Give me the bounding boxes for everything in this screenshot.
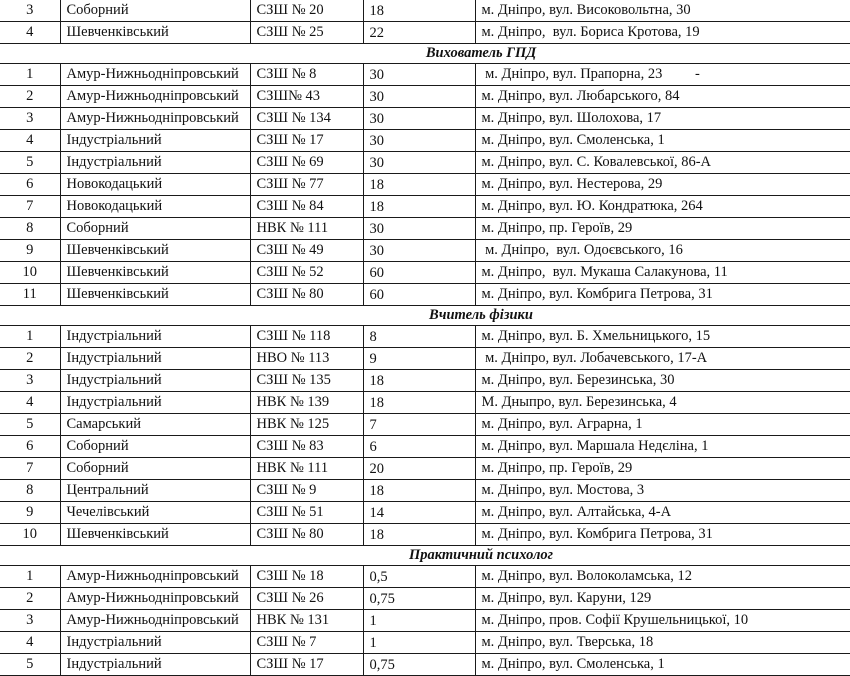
hours-cell: 18: [363, 196, 475, 218]
hours-cell: 18: [363, 480, 475, 502]
address-cell: м. Дніпро, вул. Мукаша Салакунова, 11: [475, 262, 850, 284]
district-cell: Центральний: [60, 480, 250, 502]
district-cell: Амур-Нижньодніпровський: [60, 610, 250, 632]
row-number-cell: 9: [0, 240, 60, 262]
address-cell: м. Дніпро, вул. Прапорна, 23 -: [475, 64, 850, 86]
row-number-cell: 7: [0, 196, 60, 218]
table-row: [0, 370, 850, 392]
table-row: [0, 0, 850, 22]
table-row: [0, 588, 850, 610]
address-cell: м. Дніпро, вул. Нестерова, 29: [475, 174, 850, 196]
row-number-cell: 1: [0, 326, 60, 348]
hours-cell: 0,5: [363, 566, 475, 588]
table-row: [0, 610, 850, 632]
hours-cell: 30: [363, 64, 475, 86]
address-cell: м. Дніпро, вул. Лобачевського, 17-А: [475, 348, 850, 370]
school-cell: СЗШ № 20: [250, 0, 363, 22]
district-cell: Індустріальний: [60, 370, 250, 392]
hours-cell: 0,75: [363, 654, 475, 676]
district-cell: Шевченківський: [60, 284, 250, 306]
address-cell: м. Дніпро, вул. Смоленська, 1: [475, 654, 850, 676]
hours-cell: 30: [363, 240, 475, 262]
district-cell: Соборний: [60, 458, 250, 480]
school-cell: СЗШ № 69: [250, 152, 363, 174]
address-cell: м. Дніпро, вул. Бориса Кротова, 19: [475, 22, 850, 44]
table-row: [0, 86, 850, 108]
section-header-row: [0, 546, 850, 566]
address-cell: м. Дніпро, вул. С. Ковалевської, 86-А: [475, 152, 850, 174]
table-row: [0, 326, 850, 348]
school-cell: СЗШ № 80: [250, 524, 363, 546]
school-cell: СЗШ № 26: [250, 588, 363, 610]
district-cell: Індустріальний: [60, 152, 250, 174]
district-cell: Індустріальний: [60, 130, 250, 152]
address-cell: м. Дніпро, вул. Аграрна, 1: [475, 414, 850, 436]
hours-cell: 18: [363, 174, 475, 196]
district-cell: Соборний: [60, 218, 250, 240]
row-number-cell: 5: [0, 414, 60, 436]
table-row: [0, 348, 850, 370]
address-cell: м. Дніпро, вул. Маршала Недєліна, 1: [475, 436, 850, 458]
hours-cell: 30: [363, 152, 475, 174]
row-number-cell: 2: [0, 588, 60, 610]
address-cell: м. Дніпро, вул. Алтайська, 4-А: [475, 502, 850, 524]
school-cell: СЗШ № 8: [250, 64, 363, 86]
address-cell: м. Дніпро, вул. Любарського, 84: [475, 86, 850, 108]
address-cell: м. Дніпро, вул. Ю. Кондратюка, 264: [475, 196, 850, 218]
district-cell: Шевченківський: [60, 524, 250, 546]
row-number-cell: 9: [0, 502, 60, 524]
section-title-cell: [0, 546, 850, 566]
address-cell: м. Дніпро, вул. Б. Хмельницького, 15: [475, 326, 850, 348]
hours-cell: 18: [363, 0, 475, 22]
table-row: [0, 174, 850, 196]
row-number-cell: 8: [0, 480, 60, 502]
hours-cell: 18: [363, 392, 475, 414]
district-cell: Шевченківський: [60, 262, 250, 284]
row-number-cell: 4: [0, 130, 60, 152]
address-cell: м. Дніпро, вул. Каруни, 129: [475, 588, 850, 610]
address-cell: м. Дніпро, пр. Героїв, 29: [475, 458, 850, 480]
school-cell: СЗШ № 84: [250, 196, 363, 218]
district-cell: Чечелівський: [60, 502, 250, 524]
school-cell: НВК № 131: [250, 610, 363, 632]
school-cell: НВО № 113: [250, 348, 363, 370]
table-row: [0, 130, 850, 152]
hours-cell: 14: [363, 502, 475, 524]
row-number-cell: 4: [0, 392, 60, 414]
hours-cell: 60: [363, 284, 475, 306]
address-cell: м. Дніпро, вул. Смоленська, 1: [475, 130, 850, 152]
district-cell: Індустріальний: [60, 348, 250, 370]
school-cell: НВК № 111: [250, 458, 363, 480]
row-number-cell: 8: [0, 218, 60, 240]
section-header-row: [0, 44, 850, 64]
row-number-cell: 11: [0, 284, 60, 306]
table-row: [0, 392, 850, 414]
table-row: [0, 654, 850, 676]
district-cell: Амур-Нижньодніпровський: [60, 108, 250, 130]
district-cell: Новокодацький: [60, 174, 250, 196]
district-cell: Індустріальний: [60, 326, 250, 348]
district-cell: Шевченківський: [60, 22, 250, 44]
address-cell: м. Дніпро, вул. Мостова, 3: [475, 480, 850, 502]
district-cell: Індустріальний: [60, 392, 250, 414]
school-cell: СЗШ № 49: [250, 240, 363, 262]
hours-cell: 0,75: [363, 588, 475, 610]
section-title-cell: [0, 44, 850, 64]
row-number-cell: 4: [0, 632, 60, 654]
hours-cell: 30: [363, 108, 475, 130]
hours-cell: 20: [363, 458, 475, 480]
hours-cell: 1: [363, 610, 475, 632]
address-cell: м. Дніпро, пров. Софії Крушельницької, 10: [475, 610, 850, 632]
row-number-cell: 2: [0, 86, 60, 108]
district-cell: Індустріальний: [60, 632, 250, 654]
school-cell: СЗШ № 51: [250, 502, 363, 524]
district-cell: Соборний: [60, 0, 250, 22]
row-number-cell: 2: [0, 348, 60, 370]
address-cell: м. Дніпро, вул. Одоєвського, 16: [475, 240, 850, 262]
hours-cell: 8: [363, 326, 475, 348]
hours-cell: 18: [363, 370, 475, 392]
address-cell: м. Дніпро, вул. Тверська, 18: [475, 632, 850, 654]
section-title: Вчитель фізики: [429, 307, 533, 323]
hours-cell: 7: [363, 414, 475, 436]
address-cell: м. Дніпро, пр. Героїв, 29: [475, 218, 850, 240]
row-number-cell: 10: [0, 524, 60, 546]
row-number-cell: 5: [0, 654, 60, 676]
school-cell: СЗШ № 135: [250, 370, 363, 392]
school-cell: СЗШ № 118: [250, 326, 363, 348]
table-row: [0, 632, 850, 654]
district-cell: Індустріальний: [60, 654, 250, 676]
row-number-cell: 3: [0, 370, 60, 392]
hours-cell: 60: [363, 262, 475, 284]
address-cell: м. Дніпро, вул. Комбрига Петрова, 31: [475, 524, 850, 546]
school-cell: СЗШ № 7: [250, 632, 363, 654]
row-number-cell: 1: [0, 566, 60, 588]
table-row: [0, 196, 850, 218]
school-cell: НВК № 111: [250, 218, 363, 240]
hours-cell: 22: [363, 22, 475, 44]
hours-cell: 30: [363, 86, 475, 108]
section-header-row: [0, 306, 850, 326]
school-cell: НВК № 139: [250, 392, 363, 414]
district-cell: Новокодацький: [60, 196, 250, 218]
row-number-cell: 6: [0, 174, 60, 196]
hours-cell: 18: [363, 524, 475, 546]
school-cell: СЗШ № 9: [250, 480, 363, 502]
row-number-cell: 3: [0, 0, 60, 22]
school-cell: НВК № 125: [250, 414, 363, 436]
district-cell: Амур-Нижньодніпровський: [60, 64, 250, 86]
table-row: [0, 64, 850, 86]
row-number-cell: 7: [0, 458, 60, 480]
table-row: [0, 108, 850, 130]
table-row: [0, 22, 850, 44]
table-row: [0, 284, 850, 306]
row-number-cell: 6: [0, 436, 60, 458]
table-row: [0, 566, 850, 588]
address-cell: М. Дныпро, вул. Березинська, 4: [475, 392, 850, 414]
section-title: Вихователь ГПД: [425, 45, 537, 61]
district-cell: Амур-Нижньодніпровський: [60, 86, 250, 108]
row-number-cell: 1: [0, 64, 60, 86]
school-cell: СЗШ№ 43: [250, 86, 363, 108]
row-number-cell: 10: [0, 262, 60, 284]
school-cell: СЗШ № 80: [250, 284, 363, 306]
row-number-cell: 5: [0, 152, 60, 174]
address-cell: м. Дніпро, вул. Комбрига Петрова, 31: [475, 284, 850, 306]
table-row: [0, 414, 850, 436]
district-cell: Соборний: [60, 436, 250, 458]
table-row: [0, 152, 850, 174]
hours-cell: 9: [363, 348, 475, 370]
table-row: [0, 262, 850, 284]
section-title: Практичний психолог: [408, 547, 554, 563]
table-row: [0, 240, 850, 262]
school-cell: СЗШ № 18: [250, 566, 363, 588]
table-row: [0, 524, 850, 546]
school-cell: СЗШ № 77: [250, 174, 363, 196]
district-cell: Амур-Нижньодніпровський: [60, 566, 250, 588]
row-number-cell: 3: [0, 108, 60, 130]
district-cell: Самарський: [60, 414, 250, 436]
school-cell: СЗШ № 83: [250, 436, 363, 458]
table-row: [0, 480, 850, 502]
school-cell: СЗШ № 17: [250, 654, 363, 676]
hours-cell: 1: [363, 632, 475, 654]
school-cell: СЗШ № 25: [250, 22, 363, 44]
district-cell: Шевченківський: [60, 240, 250, 262]
address-cell: м. Дніпро, вул. Волоколамська, 12: [475, 566, 850, 588]
table-row: [0, 436, 850, 458]
table-row: [0, 458, 850, 480]
school-cell: СЗШ № 17: [250, 130, 363, 152]
address-cell: м. Дніпро, вул. Березинська, 30: [475, 370, 850, 392]
hours-cell: 30: [363, 130, 475, 152]
address-cell: м. Дніпро, вул. Високовольтна, 30: [475, 0, 850, 22]
hours-cell: 6: [363, 436, 475, 458]
row-number-cell: 3: [0, 610, 60, 632]
district-cell: Амур-Нижньодніпровський: [60, 588, 250, 610]
section-title-cell: [0, 306, 850, 326]
school-cell: СЗШ № 52: [250, 262, 363, 284]
hours-cell: 30: [363, 218, 475, 240]
address-cell: м. Дніпро, вул. Шолохова, 17: [475, 108, 850, 130]
row-number-cell: 4: [0, 22, 60, 44]
table-row: [0, 502, 850, 524]
school-cell: СЗШ № 134: [250, 108, 363, 130]
table-row: [0, 218, 850, 240]
